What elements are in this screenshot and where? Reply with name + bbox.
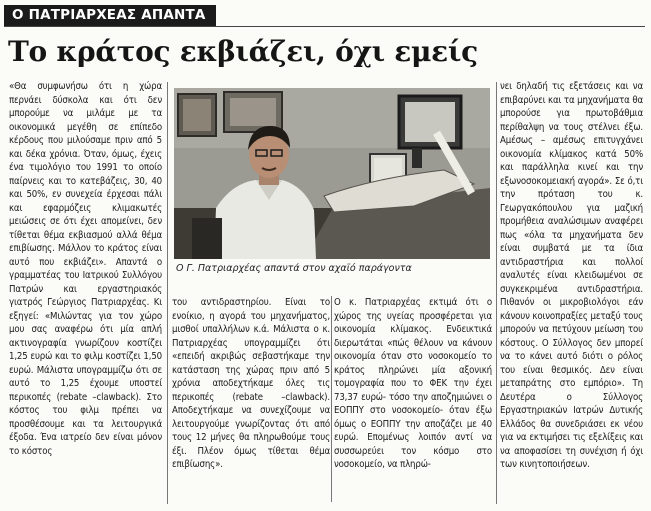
article-column-2: [172, 296, 330, 501]
article-column-4: [500, 80, 643, 505]
column-divider: [167, 82, 168, 504]
column-divider: [496, 82, 497, 504]
section-kicker: Ο ΠΑΤΡΙΑΡΧΕΑΣ ΑΠΑΝΤΑ: [4, 5, 216, 26]
column-4-text: νει δηλαδή τις εξετάσεις και να επιβαρύνει και τα μηχανήματα θα μπορούσε για πρωτοβάθμια περίθαλψη να τους στέλνει έξω. Αμέσως – αμέσως επιτυγχάνει οικονομία κλίμακος κατά 50% και παράλληλα κινεί και την εξωνοσοκομειακή αγορά». Σε ό,τι την πρόταση του κ. Γεωργακόπουλου για μαζική προμήθεια αναλώσιμων αναφέρει πως «όλα τα μηχανήματα δεν είναι συμβατά με τα ίδια αντιδραστήρια και πολλοί αναλυτές είναι κλειδωμένοι σε συγκεκριμένα αντιδραστήρια. Πιθανόν οι μικροβιολόγοι εάν κάνουν κοινοπραξίες μεταξύ τους μπορούν να πετύχουν μείωση του κόστους. Ο Σύλλογος δεν μπορεί να το κάνει αυτό διότι ο ρόλος του είναι θεσμικός. Δεν είναι μεταπράτης στο εμπόριο». Τη Δευτέρα ο Σύλλογος Εργαστηριακών Ιατρών Δυτικής Ελλάδος θα συνεδριάσει εκ νέου για να εκτιμήσει τις εξελίξεις και να αποφασίσει τη συνέχιση ή όχι των κινητοποιήσεων.: [500, 81, 643, 470]
column-divider: [331, 296, 332, 502]
doctor-photo-illustration: [174, 88, 490, 259]
top-rule: [4, 26, 645, 27]
photo-caption: Ο Γ. Πατριαρχέας απαντά στον αχαϊό παράγοντα: [176, 263, 412, 274]
column-1-text: «Θα συμφωνήσω ότι η χώρα περνάει δύσκολα και ότι δεν μπορούμε να μιλάμε με τα οικονομικά μεγέθη σε επίπεδο κέρδους που μιλούσαμε πριν από 5 και δέκα χρόνια. Όταν, όμως, έχεις ένα τιμολόγιο του 1991 το οποίο παίρνεις και το κατεβάζεις, 30, 40 και 50%, εν συνεχεία έρχεσαι πάλι και εφαρμόζεις κλιμακωτές μειώσεις σε ότι έχει απομείνει, δεν τίθεται θέμα εκβιασμού αλλά θέμα επιβίωσης. Μάλλον το κράτος είναι αυτό που εκβιάζει». Απαντά ο γραμματέας του Ιατρικού Συλλόγου Πατρών και εργαστηριακός γιατρός Γεώργιος Πατριαρχέας. Κι εξηγεί: «Μιλώντας για τον χώρο μου σας αναφέρω ότι μία απλή ακτινογραφία γνωρίζουν κοστίζει 1,25 ευρώ και το φιλμ κοστίζει 1,50 ευρώ. Μάλιστα υπογραμμίζω ότι σε αυτό το 1,25 έχουμε υποστεί περικοπές (rebate –clawback). Στο κόστος του φιλμ πρέπει να προσθέσουμε και τα λειτουργικά έξοδα. Ένα ιατρείο δεν είναι μόνον το κόστος: [9, 81, 162, 457]
column-3-text: Ο κ. Πατριαρχέας εκτιμά ότι ο χώρος της υγείας προσφέρεται για οικονομία κλίμακος. Ενδεικτικά διερωτάται «πώς θέλουν να κάνουν οικονομία όταν στο νοσοκομείο το κράτος πληρώνει μία αξονική τομογραφία που το ΦΕΚ την έχει 73,37 ευρώ- τόσο την αποζημιώνει ο ΕΟΠΠΥ στο νοσοκομείο- όταν έξω όμως ο ΕΟΠΠΥ την αποζάζει με 40 ευρώ. Επομένως λοιπόν αντί να συσσωρεύει τον κόσμο στο νοσοκομείο, να πληρώ-: [334, 297, 492, 470]
article-photo: [174, 88, 490, 259]
article-column-1: [9, 80, 162, 505]
article-headline: Το κράτος εκβιάζει, όχι εμείς: [8, 35, 478, 68]
column-2-text: του αντιδραστηρίου. Είναι το ενοίκιο, η αγορά του μηχανήματος, μισθοί υπαλλήλων κ.ά. Μάλιστα ο κ. Πατριαρχέας υπογραμμίζει ότι «επειδή ακριβώς σεβαστήκαμε την κατάσταση της χώρας πριν από 5 χρόνια αποδεχτήκαμε όλες τις περικοπές (rebate –clawback). Αποδεχτήκαμε να συνεχίζουμε να λειτουργούμε γνωρίζοντας ότι από τους 12 μήνες θα πληρωθούμε τους έξι. Πλέον όμως τίθεται θέμα επιβίωσης».: [172, 297, 330, 470]
article-column-3: [334, 296, 492, 501]
